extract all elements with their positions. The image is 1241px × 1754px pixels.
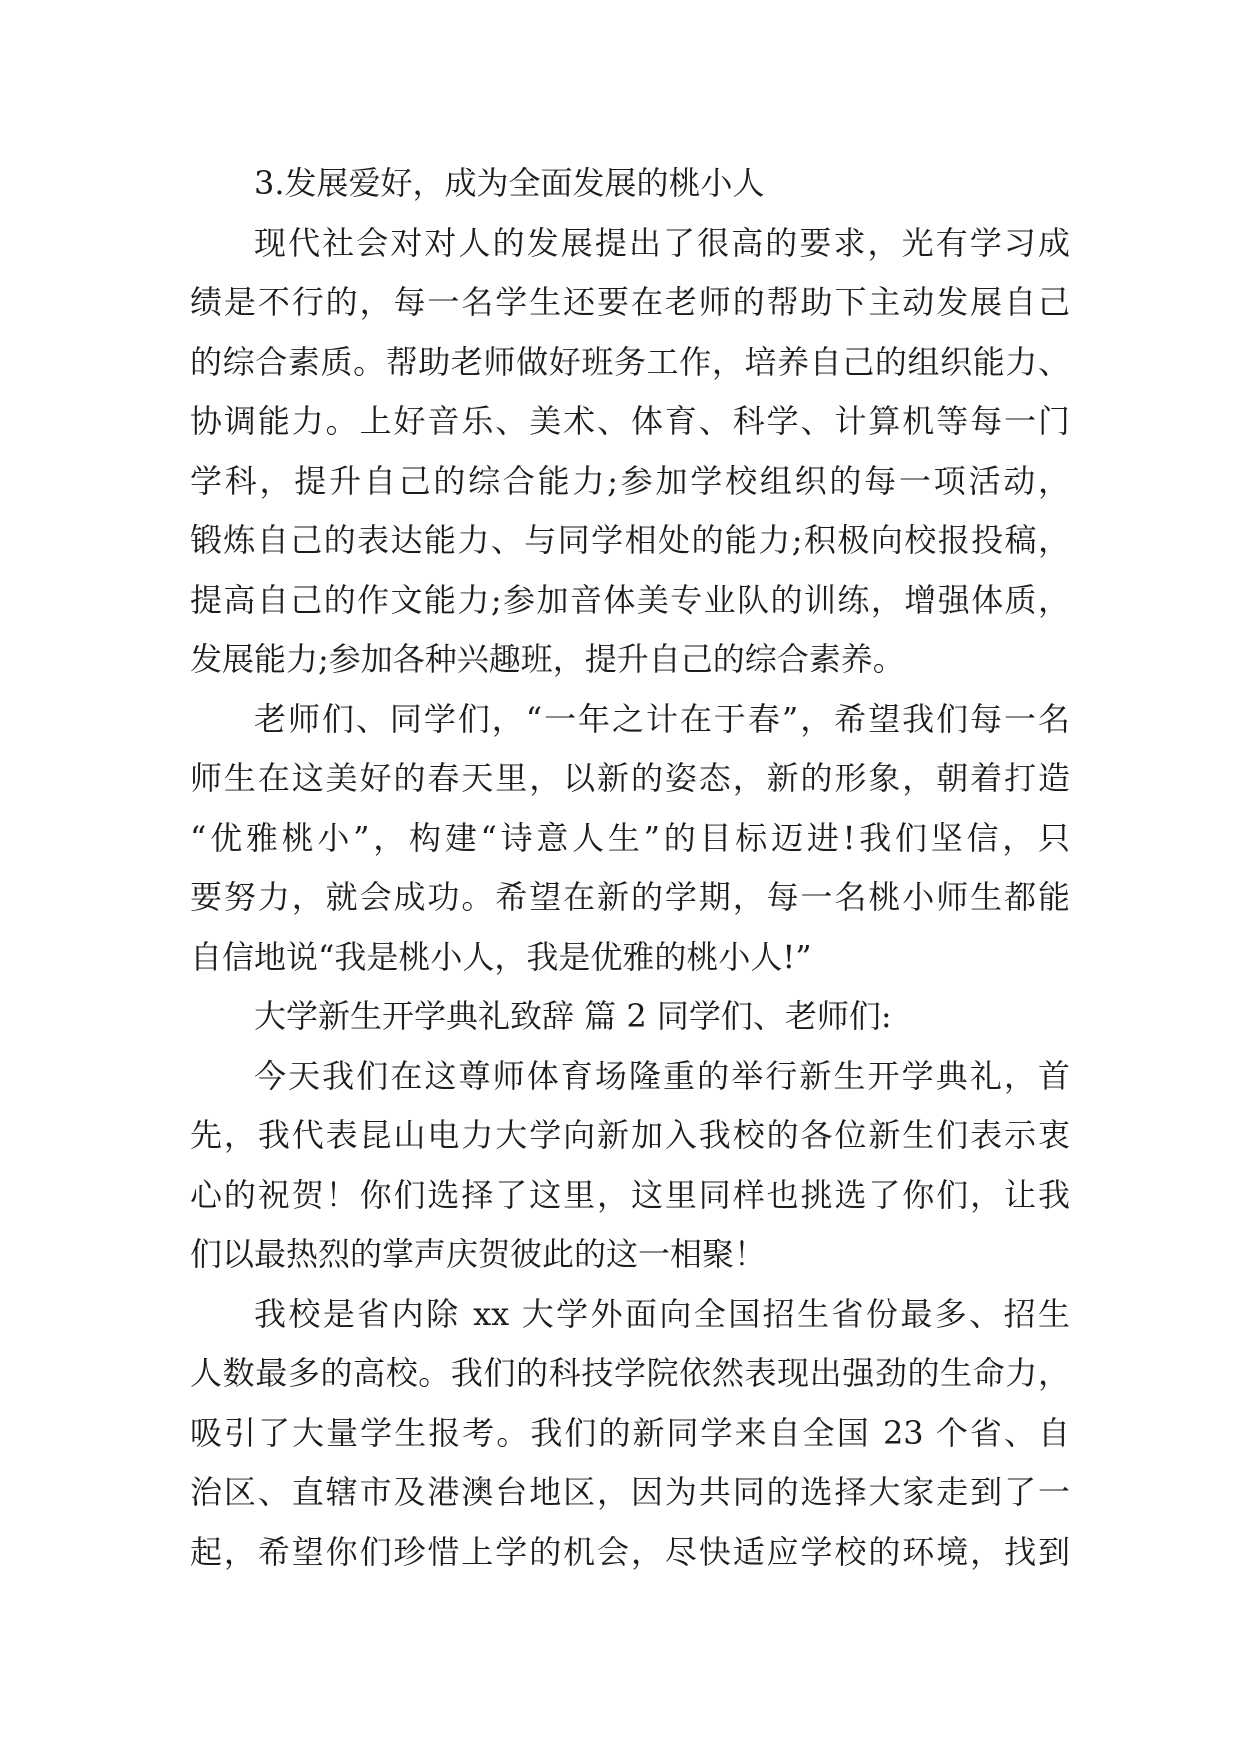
text-line: 协调能力。上好音乐、美术、体育、科学、计算机等每一门 [190, 402, 1070, 440]
text-line: 我校是省内除 xx 大学外面向全国招生省份最多、招生 [254, 1294, 1070, 1333]
text-line: 要努力，就会成功。希望在新的学期，每一名桃小师生都能 [190, 878, 1070, 916]
text-line: 先，我代表昆山电力大学向新加入我校的各位新生们表示衷 [190, 1116, 1070, 1154]
document-body [190, 154, 1070, 1582]
text-line: 吸引了大量学生报考。我们的新同学来自全国 23 个省、自 [190, 1413, 1070, 1452]
text-line: 治区、直辖市及港澳台地区，因为共同的选择大家走到了一 [190, 1473, 1070, 1511]
text-line: 起，希望你们珍惜上学的机会，尽快适应学校的环境，找到 [190, 1532, 1070, 1571]
text-line: 锻炼自己的表达能力、与同学相处的能力;积极向校报投稿， [190, 521, 1070, 559]
text-line: “优雅桃小”，构建“诗意人生”的目标迈进!我们坚信，只 [190, 818, 1070, 857]
text-line: 心的祝贺！你们选择了这里，这里同样也挑选了你们，让我 [190, 1175, 1070, 1214]
text-line: 自信地说“我是桃小人，我是优雅的桃小人!” [190, 937, 812, 976]
text-line: 提高自己的作文能力;参加音体美专业队的训练，增强体质， [190, 580, 1070, 619]
text-line: 今天我们在这尊师体育场隆重的举行新生开学典礼，首 [254, 1056, 1070, 1095]
text-line: 学科，提升自己的综合能力;参加学校组织的每一项活动， [190, 461, 1070, 500]
text-line: 绩是不行的，每一名学生还要在老师的帮助下主动发展自己 [190, 283, 1070, 321]
text-line: 3.发展爱好，成为全面发展的桃小人 [254, 164, 765, 202]
text-line: 师生在这美好的春天里，以新的姿态，新的形象，朝着打造 [190, 759, 1070, 797]
text-line: 的综合素质。帮助老师做好班务工作，培养自己的组织能力、 [190, 342, 1070, 381]
text-line: 老师们、同学们，“一年之计在于春”，希望我们每一名 [254, 699, 1070, 738]
text-line: 现代社会对对人的发展提出了很高的要求，光有学习成 [254, 223, 1070, 262]
text-line: 人数最多的高校。我们的科技学院依然表现出强劲的生命力， [190, 1354, 1070, 1392]
text-line: 发展能力;参加各种兴趣班，提升自己的综合素养。 [190, 640, 905, 678]
text-line: 大学新生开学典礼致辞 篇 2 同学们、老师们: [254, 997, 892, 1035]
text-line: 们以最热烈的掌声庆贺彼此的这一相聚！ [190, 1235, 767, 1273]
